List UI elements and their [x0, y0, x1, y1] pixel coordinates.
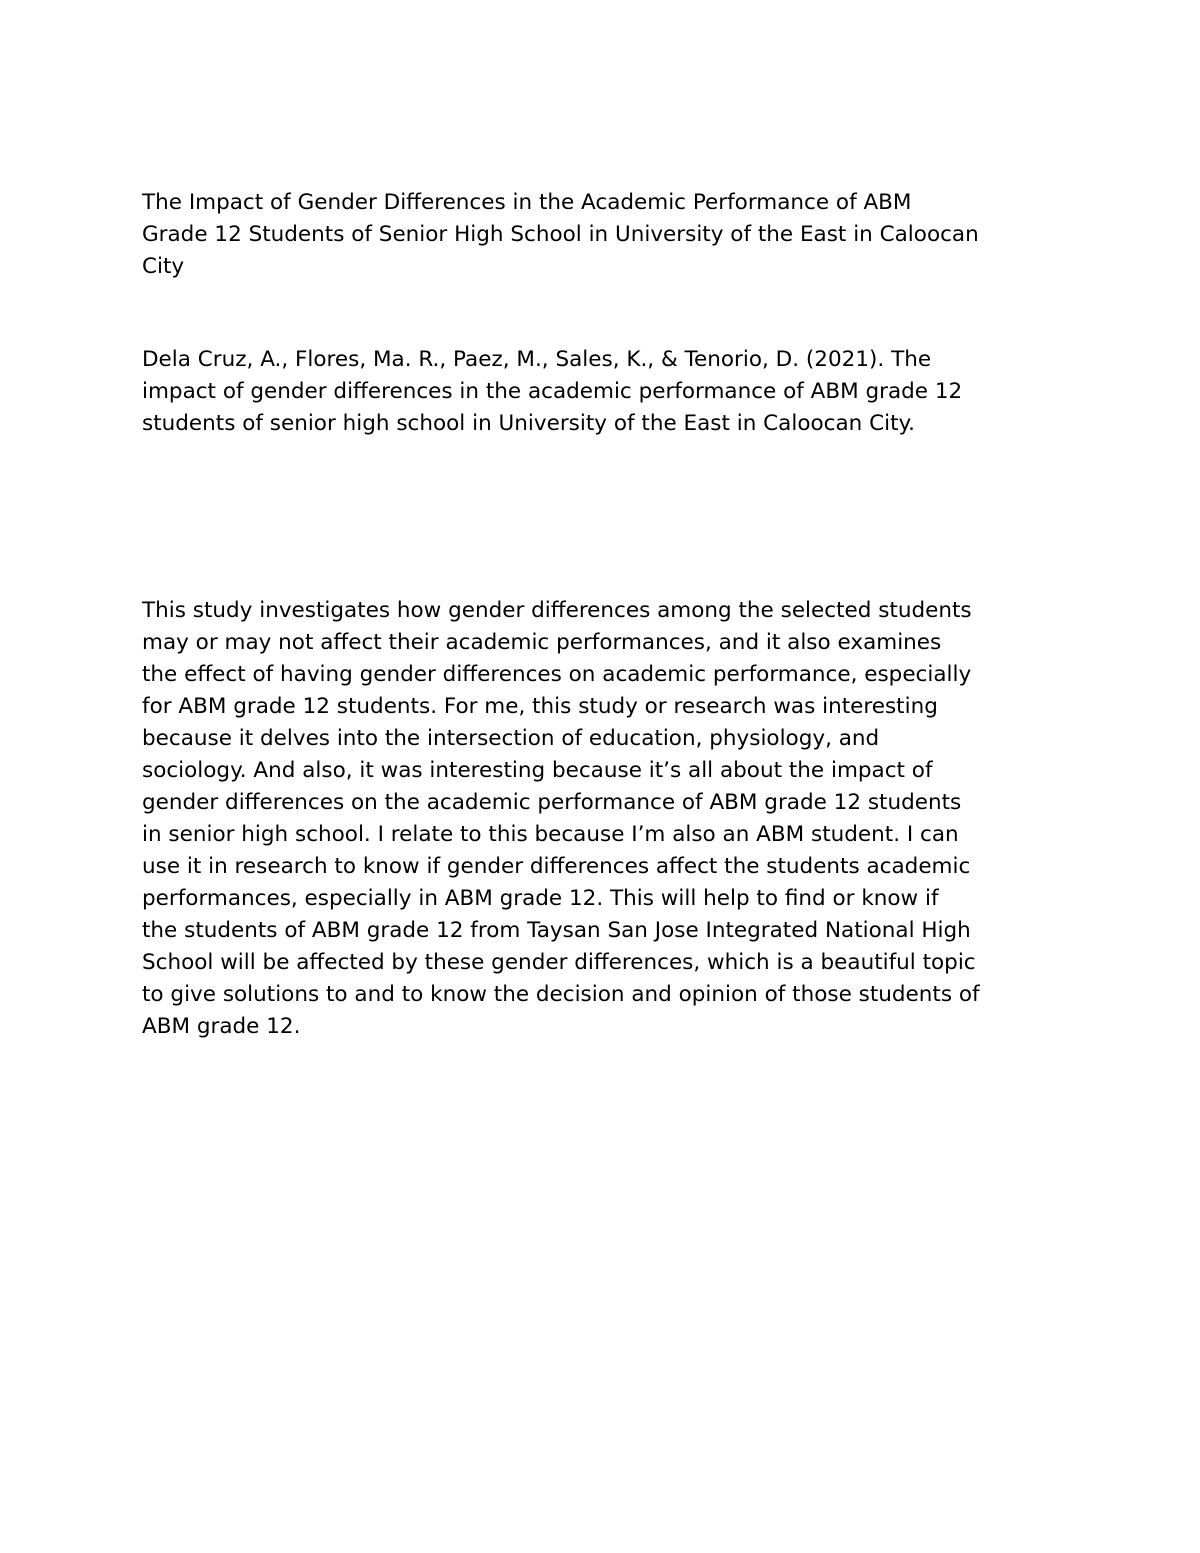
citation-line: Dela Cruz, A., Flores, Ma. R., Paez, M., Sales, K., & Tenorio, D. (2021). The [142, 347, 932, 372]
citation-line: students of senior high school in University of the East in Caloocan City. [142, 411, 916, 436]
body-line: ABM grade 12. [142, 1014, 301, 1039]
body-line: may or may not affect their academic performances, and it also examines [142, 630, 942, 655]
body-line: use it in research to know if gender differences affect the students academic [142, 854, 971, 879]
body-line: sociology. And also, it was interesting because it’s all about the impact of [142, 758, 933, 783]
document-title [142, 187, 1072, 283]
title-line: The Impact of Gender Differences in the Academic Performance of ABM [142, 190, 912, 215]
body-line: in senior high school. I relate to this because I’m also an ABM student. I can [142, 822, 959, 847]
body-line: the effect of having gender differences on academic performance, especially [142, 662, 972, 687]
body-line: gender differences on the academic performance of ABM grade 12 students [142, 790, 962, 815]
body-line: for ABM grade 12 students. For me, this study or research was interesting [142, 694, 938, 719]
body-line: because it delves into the intersection of education, physiology, and [142, 726, 880, 751]
body-line: to give solutions to and to know the decision and opinion of those students of [142, 982, 980, 1007]
body-line: the students of ABM grade 12 from Taysan San Jose Integrated National High [142, 918, 971, 943]
body-line: School will be affected by these gender differences, which is a beautiful topic [142, 950, 976, 975]
title-line: City [142, 254, 185, 279]
body-line: performances, especially in ABM grade 12. This will help to find or know if [142, 886, 939, 911]
citation-line: impact of gender differences in the academic performance of ABM grade 12 [142, 379, 963, 404]
title-line: Grade 12 Students of Senior High School in University of the East in Caloocan [142, 222, 979, 247]
body-line: This study investigates how gender differences among the selected students [142, 598, 972, 623]
body-paragraph [142, 595, 1072, 1043]
citation-paragraph [142, 344, 1072, 440]
